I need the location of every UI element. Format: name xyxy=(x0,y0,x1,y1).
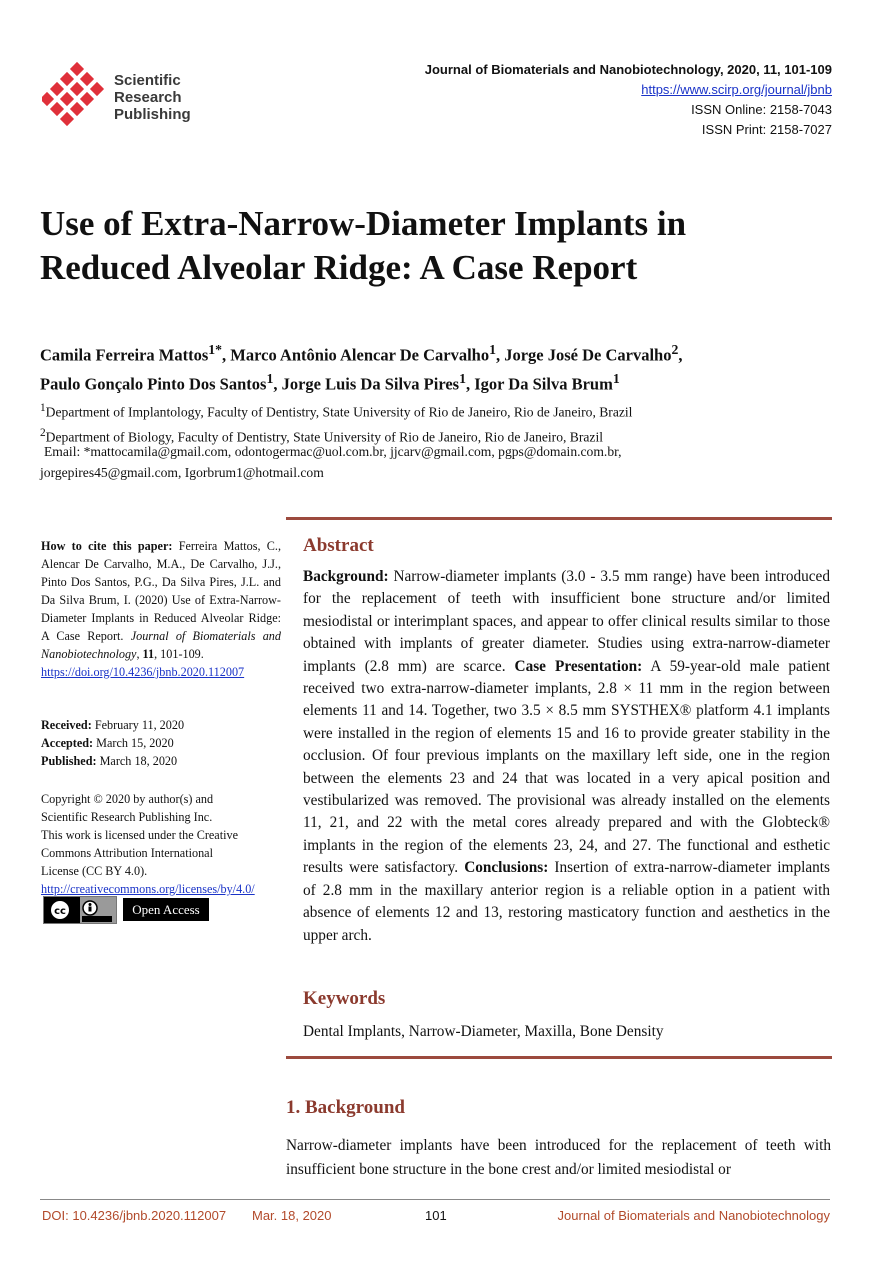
page-number: 101 xyxy=(425,1208,447,1223)
section-body: Narrow-diameter implants have been introduced for the replacement of teeth with insufficient bone structure in the bone crest and/or limited mesiodistal or xyxy=(286,1137,831,1178)
author-emails: Email: *mattocamila@gmail.com, odontogermac@uol.com.br, jjcarv@gmail.com, pgps@domain.com.br, jorgepires45@gmail.com, Igorbrum1@hotmail.com xyxy=(40,444,622,480)
affiliations xyxy=(40,398,850,447)
author: Marco Antônio Alencar De Carvalho xyxy=(230,345,490,365)
author: Jorge José De Carvalho xyxy=(504,345,672,365)
journal-url-link[interactable]: https://www.scirp.org/journal/jbnb xyxy=(641,82,832,97)
abstract-text: Background: Narrow-diameter implants (3.0 - 3.5 mm range) have been introduced for the replacement of teeth with insufficient bone structure and/or limited mesiodistal or interimplant spaces, and appear to offer clinical results similar to those obtained with implants of greater diameter. Studies using extra-narrow-diameter implants (2.8 mm) are scarce. Case Presentation: A 59-year-old male patient received two extra-narrow-diameter implants, 2.8 × 11 mm in the region between elements 11 and 14. Together, two 3.5 × 8.5 mm SYSTHEX® platform 4.1 implants were installed in the region of elements 15 and 16 to provide greater stability in the occlusion. Of four previous implants on the maxillary left side, one in the region between the elements 23 and 24 that was located in a very apical position and vestibularized was removed. The provisional was already installed on the elements 11, 21, and 22 with the metal cores already prepared and with the Globteck® implants in the region of the elements 23, 24, and 27. The functional and esthetic results were satisfactory. Conclusions: Insertion of extra-narrow-diameter implants of 2.8 mm in the maxillary anterior region is a reliable option in a patient with absence of elements 12 and 13, restoring masticatory function and aesthetics in the upper arch. xyxy=(303,568,830,944)
journal-citation: Journal of Biomaterials and Nanobiotechnology, 2020, 11, 101-109 xyxy=(424,62,832,77)
footer-rule xyxy=(40,1199,830,1200)
abstract-top-rule xyxy=(286,517,832,520)
paper-title: Use of Extra-Narrow-Diameter Implants in Reduced Alveolar Ridge: A Case Report xyxy=(40,204,687,287)
cc-by-license-icon[interactable] xyxy=(43,896,117,924)
svg-text:cc: cc xyxy=(54,906,66,917)
footer-doi: DOI: 10.4236/jbnb.2020.112007 xyxy=(42,1208,227,1223)
publication-dates: Received: February 11, 2020 Accepted: March 15, 2020 Published: March 18, 2020 xyxy=(41,718,185,768)
affiliation: $^2$Department of Biology, Faculty of Dentistry, State University of Rio de Janeiro, Rio de Janeiro, Brazil xyxy=(40,426,604,445)
issn-print: ISSN Print: 2158-7027 xyxy=(701,122,832,137)
abstract-bottom-rule xyxy=(286,1056,832,1059)
publisher-name: Scientific Research Publishing xyxy=(114,72,191,123)
abstract-heading: Abstract xyxy=(303,535,374,556)
author-list: Camila Ferreira Mattos$^{1*}$, Marco Antônio Alencar De Carvalho$^1$, Jorge José De Carvalho$^2$, Paulo Gonçalo Pinto Dos Santos$^1$, Jorge Luis Da Silva Pires$^1$, Igor Da Silva Brum$^1$ xyxy=(40,342,683,393)
affiliation: $^1$Department of Implantology, Faculty of Dentistry, State University of Rio de Janeiro, Rio de Janeiro, Brazil xyxy=(40,402,633,420)
keywords-heading: Keywords xyxy=(303,988,386,1009)
open-access-badge: Open Access xyxy=(123,898,209,921)
doi-link[interactable]: https://doi.org/10.4236/jbnb.2020.112007 xyxy=(41,665,245,679)
issn-online: ISSN Online: 2158-7043 xyxy=(691,102,832,117)
how-to-cite: How to cite this paper: Ferreira Mattos, C., Alencar De Carvalho, M.A., De Carvalho, J.J., Pinto Dos Santos, P.G., Da Silva Pires, J.L. and Da Silva Brum, I. (2020) Use of Extra-Narrow-Diameter Implants in Reduced Alveolar Ridge: A Case Report. Journal of Biomaterials and Nanobiotechnology, 11, 101-109. https://doi.org/10.4236/jbnb.2020.112007 xyxy=(41,539,281,679)
author: Camila Ferreira Mattos xyxy=(40,345,209,365)
author: Paulo Gonçalo Pinto Dos Santos xyxy=(40,374,267,393)
license-link[interactable]: http://creativecommons.org/licenses/by/4.0/ xyxy=(41,882,255,896)
copyright-notice: Copyright © 2020 by author(s) and Scientific Research Publishing Inc. This work is licensed under the Creative Commons Attribution International License (CC BY 4.0). http://creativecommons.org/licenses/by/4.0/ xyxy=(41,792,255,896)
footer-date: Mar. 18, 2020 xyxy=(252,1208,332,1223)
author: Jorge Luis Da Silva Pires xyxy=(281,374,460,393)
journal-meta xyxy=(425,60,832,140)
keywords-text: Dental Implants, Narrow-Diameter, Maxilla, Bone Density xyxy=(303,1023,664,1040)
footer-journal: Journal of Biomaterials and Nanobiotechnology xyxy=(557,1208,830,1223)
author: Igor Da Silva Brum xyxy=(474,374,613,393)
section-heading: 1. Background xyxy=(286,1097,405,1118)
